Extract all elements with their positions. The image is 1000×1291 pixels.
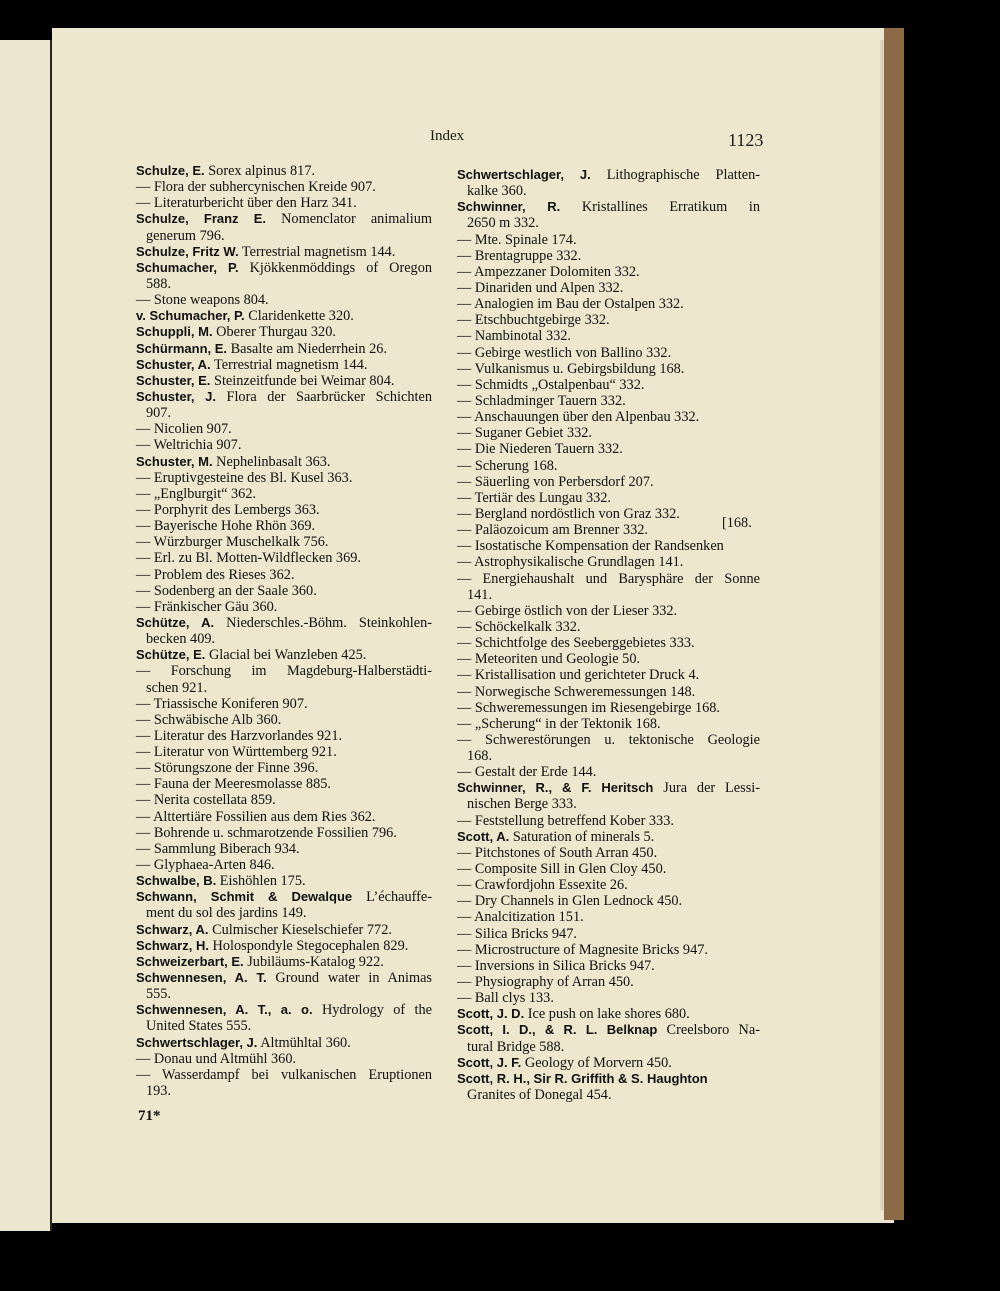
entry-title: — Schöckelkalk 332.	[457, 618, 581, 635]
entry-title: — Feststellung betreffend Kober 333.	[457, 812, 674, 829]
index-entry-line	[136, 712, 432, 728]
index-entry-line	[457, 813, 760, 829]
index-entry-line	[136, 341, 432, 357]
entry-title: — Analcitization 151.	[457, 909, 584, 926]
entry-title: Altmühltal 360.	[260, 1034, 351, 1051]
index-entry-line	[457, 312, 760, 328]
entry-title: — Literatur von Württemberg 921.	[136, 744, 337, 761]
entry-title: 168.	[467, 748, 493, 765]
entry-title: Glacial bei Wanzleben 425.	[208, 647, 367, 664]
entry-title: — Problem des Rieses 362.	[136, 566, 295, 583]
index-entry-line	[136, 889, 432, 905]
index-entry-line	[457, 1071, 760, 1087]
index-entry-line	[136, 1083, 432, 1099]
index-entry-line	[136, 663, 432, 679]
author-name: Schwennesen, A. T.	[136, 970, 267, 986]
author-name: Schwarz, H.	[136, 937, 209, 953]
index-entry-line	[136, 583, 432, 599]
author-name: Schwertschlager, J.	[136, 1034, 258, 1050]
index-entry-line	[457, 861, 760, 877]
entry-title: Basalte am Niederrhein 26.	[230, 340, 388, 357]
entry-title: — Gebirge westlich von Ballino 332.	[457, 344, 672, 361]
entry-title: — Würzburger Muschelkalk 756.	[136, 534, 329, 551]
entry-title: Flora der Saarbrücker Schichten	[226, 388, 432, 405]
entry-title: — Crawfordjohn Essexite 26.	[457, 877, 628, 894]
index-entry-line	[136, 776, 432, 792]
index-entry-line	[136, 599, 432, 615]
index-entry-line	[136, 792, 432, 808]
index-entry-line	[457, 748, 760, 764]
entry-title: — Fränkischer Gäu 360.	[136, 598, 278, 615]
running-header: Index	[430, 128, 465, 144]
entry-title: 193.	[146, 1083, 172, 1100]
index-entry-line	[136, 1051, 432, 1067]
index-entry-line	[136, 244, 432, 260]
index-entry-line	[136, 470, 432, 486]
index-entry-line	[457, 441, 760, 457]
index-entry-line	[136, 389, 432, 405]
index-entry-line	[136, 760, 432, 776]
entry-title: Niederschles.-Böhm. Steinkohlen-	[226, 614, 432, 631]
index-entry-line	[136, 1002, 432, 1018]
entry-title: 2650 m 332.	[467, 215, 539, 232]
entry-title: Ground water in Animas	[275, 970, 432, 987]
index-entry-line	[136, 260, 432, 276]
index-entry-line	[136, 1018, 432, 1034]
entry-title: — Meteoriten und Geologie 50.	[457, 651, 641, 668]
entry-title: tural Bridge 588.	[467, 1038, 565, 1055]
index-entry-line	[457, 1006, 760, 1022]
index-entry-line	[136, 534, 432, 550]
entry-title: — Alttertiäre Fossilien aus dem Ries 362.	[136, 808, 376, 825]
author-name: Schwalbe, B.	[136, 873, 217, 889]
entry-title: — Gebirge östlich von der Lieser 332.	[457, 602, 678, 619]
index-entry-line	[136, 954, 432, 970]
entry-title: — Literaturbericht über den Harz 341.	[136, 195, 357, 212]
entry-title: — Weltrichia 907.	[136, 437, 242, 454]
author-name: Scott, J. D.	[457, 1006, 525, 1022]
entry-title: — Dinariden und Alpen 332.	[457, 279, 624, 296]
author-name: Scott, I. D., & R. L. Belknap	[457, 1022, 658, 1038]
index-entry-line	[457, 199, 760, 215]
author-name: Schulze, E.	[136, 163, 205, 178]
entry-title: — Isostatische Kompensation der Randsenken	[457, 538, 724, 555]
index-entry-line	[457, 490, 760, 506]
index-entry-line	[136, 647, 432, 663]
index-entry-line	[136, 1035, 432, 1051]
entry-title: — Nambinotal 332.	[457, 328, 571, 345]
entry-title: Saturation of minerals 5.	[512, 828, 655, 845]
author-name: Scott, R. H., Sir R. Griffith & S. Haughton	[457, 1070, 708, 1086]
index-entry-line	[136, 728, 432, 744]
entry-title: — Suganer Gebiet 332.	[457, 425, 592, 442]
index-entry-line	[457, 587, 760, 603]
author-name: Schulze, Franz E.	[136, 211, 266, 227]
index-entry-line	[457, 280, 760, 296]
index-entry-line	[136, 179, 432, 195]
entry-title: Jubiläums-Katalog 922.	[247, 953, 384, 970]
index-entry-line	[136, 680, 432, 696]
entry-title: — Donau und Altmühl 360.	[136, 1050, 297, 1067]
entry-title: Kjökkenmöddings of Oregon	[249, 259, 432, 276]
index-entry-line	[136, 615, 432, 631]
index-entry-line	[136, 567, 432, 583]
entry-title: Creelsboro Na-	[666, 1022, 760, 1039]
index-entry-line	[136, 163, 432, 179]
index-entry-line	[457, 716, 760, 732]
author-name: Schwertschlager, J.	[457, 167, 591, 182]
index-entry-line	[457, 619, 760, 635]
entry-title: — Kristallisation und gerichteter Druck 4.	[457, 667, 700, 684]
author-name: Schwennesen, A. T., a. o.	[136, 1002, 313, 1018]
entry-title: — Porphyrit des Lembergs 363.	[136, 501, 320, 518]
index-entry-line	[136, 841, 432, 857]
author-name: Schuster, M.	[136, 453, 213, 469]
index-entry-line	[457, 1087, 760, 1103]
index-entry-line	[457, 571, 760, 587]
entry-title: — Energiehaushalt und Barysphäre der Sonne	[457, 570, 760, 587]
index-entry-line	[457, 554, 760, 570]
entry-title: 141.	[467, 586, 493, 603]
author-name: Schütze, A.	[136, 614, 215, 630]
signature-mark: 71*	[138, 1108, 161, 1124]
index-entry-line	[136, 292, 432, 308]
index-entry-line	[136, 357, 432, 373]
index-entry-line	[457, 684, 760, 700]
index-entry-line	[457, 651, 760, 667]
entry-title: kalke 360.	[467, 183, 527, 200]
entry-title: Granites of Donegal 454.	[467, 1087, 612, 1104]
entry-title: Jura der Lessi-	[663, 780, 760, 797]
index-entry-line	[457, 506, 760, 522]
entry-title: Kristallines Erratikum in	[581, 199, 760, 216]
author-name: Schulze, Fritz W.	[136, 243, 239, 259]
entry-title: schen 921.	[146, 679, 208, 696]
author-name: Schuster, J.	[136, 388, 216, 404]
entry-title: Claridenkette 320.	[248, 308, 354, 325]
entry-title: 555.	[146, 986, 172, 1003]
entry-title: Steinzeitfunde bei Weimar 804.	[214, 372, 395, 389]
index-entry-line	[457, 1055, 760, 1071]
facing-page-edge	[0, 40, 52, 1231]
author-name: Schwann, Schmit & Dewalque	[136, 889, 353, 905]
index-entry-line	[136, 308, 432, 324]
index-column-left	[136, 163, 432, 1099]
index-entry-line	[136, 486, 432, 502]
entry-title: — Eruptivgesteine des Bl. Kusel 363.	[136, 469, 353, 486]
index-entry-line	[457, 667, 760, 683]
entry-title: — Schichtfolge des Seeberggebietes 333.	[457, 635, 695, 652]
entry-title: — Composite Sill in Glen Cloy 450.	[457, 861, 667, 878]
entry-title: 907.	[146, 405, 172, 422]
entry-title: — Wasserdampf bei vulkanischen Eruptionen	[136, 1066, 432, 1083]
entry-title: Terrestrial magnetism 144.	[241, 243, 396, 260]
entry-title: 588.	[146, 275, 172, 292]
margin-note: [168.	[722, 515, 752, 531]
entry-title: Lithographische Platten-	[606, 167, 760, 183]
entry-title: — Sammlung Biberach 934.	[136, 840, 300, 857]
index-entry-line	[136, 405, 432, 421]
entry-title: — Vulkanismus u. Gebirgsbildung 168.	[457, 360, 685, 377]
entry-title: — Schmidts „Ostalpenbau“ 332.	[457, 376, 645, 393]
entry-title: Eishöhlen 175.	[219, 873, 306, 890]
entry-title: — Paläozoicum am Brenner 332.	[457, 522, 648, 539]
index-entry-line	[457, 796, 760, 812]
author-name: Scott, A.	[457, 828, 510, 844]
index-entry-line	[457, 393, 760, 409]
index-entry-line	[457, 780, 760, 796]
entry-title: — Mte. Spinale 174.	[457, 231, 577, 248]
entry-title: — Nicolien 907.	[136, 421, 232, 438]
index-entry-line	[457, 167, 760, 183]
entry-title: — Ampezzaner Dolomiten 332.	[457, 263, 640, 280]
entry-title: — Schladminger Tauern 332.	[457, 392, 626, 409]
book-cover-edge	[884, 28, 904, 1220]
entry-title: — Stone weapons 804.	[136, 292, 269, 309]
entry-title: — Physiography of Arran 450.	[457, 974, 634, 991]
entry-title: — Forschung im Magdeburg-Halberstädti-	[136, 663, 432, 680]
index-entry-line	[457, 345, 760, 361]
entry-title: — Flora der subhercynischen Kreide 907.	[136, 179, 376, 196]
entry-title: — Pitchstones of South Arran 450.	[457, 844, 658, 861]
page-number: 1123	[728, 130, 764, 150]
entry-title: — „Scherung“ in der Tektonik 168.	[457, 715, 661, 732]
entry-title: nischen Berge 333.	[467, 796, 577, 813]
author-name: Schürmann, E.	[136, 340, 228, 356]
index-entry-line	[457, 829, 760, 845]
entry-title: — Ball clys 133.	[457, 990, 554, 1007]
entry-title: Nephelinbasalt 363.	[216, 453, 331, 470]
index-entry-line	[457, 458, 760, 474]
entry-title: — Störungszone der Finne 396.	[136, 760, 319, 777]
index-entry-line	[457, 603, 760, 619]
index-entry-line	[136, 550, 432, 566]
entry-title: ment du sol des jardins 149.	[146, 905, 307, 922]
entry-title: — Astrophysikalische Grundlagen 141.	[457, 554, 684, 571]
index-entry-line	[457, 990, 760, 1006]
author-name: Schweizerbart, E.	[136, 953, 244, 969]
entry-title: Oberer Thurgau 320.	[216, 324, 336, 341]
index-entry-line	[136, 421, 432, 437]
entry-title: — Literatur des Harzvorlandes 921.	[136, 727, 343, 744]
author-name: Schuppli, M.	[136, 324, 213, 340]
index-entry-line	[136, 986, 432, 1002]
entry-title: United States 555.	[146, 1018, 252, 1035]
index-entry-line	[457, 248, 760, 264]
index-entry-line	[136, 744, 432, 760]
entry-title: — Etschbuchtgebirge 332.	[457, 312, 610, 329]
entry-title: Ice push on lake shores 680.	[527, 1006, 690, 1023]
index-entry-line	[457, 1022, 760, 1038]
author-name: v. Schumacher, P.	[136, 308, 245, 324]
author-name: Scott, J. F.	[457, 1054, 522, 1070]
index-entry-line	[136, 857, 432, 873]
index-entry-line	[457, 425, 760, 441]
index-entry-line	[136, 373, 432, 389]
author-name: Schwinner, R., & F. Heritsch	[457, 780, 654, 796]
index-entry-line	[457, 522, 760, 538]
entry-title: — Säuerling von Perbersdorf 207.	[457, 473, 654, 490]
entry-title: L’échauffe-	[366, 889, 432, 906]
entry-title: — Sodenberg an der Saale 360.	[136, 582, 317, 599]
index-entry-line	[136, 324, 432, 340]
index-entry-line	[457, 845, 760, 861]
index-column-right	[457, 167, 760, 1103]
author-name: Schuster, E.	[136, 372, 211, 388]
index-entry-line	[457, 215, 760, 231]
index-entry-line	[457, 942, 760, 958]
index-entry-line	[136, 502, 432, 518]
entry-title: — Brentagruppe 332.	[457, 247, 582, 264]
author-name: Schumacher, P.	[136, 259, 239, 275]
index-entry-line	[136, 276, 432, 292]
index-entry-line	[136, 518, 432, 534]
entry-title: Hydrology of the	[321, 1002, 432, 1019]
index-entry-line	[457, 409, 760, 425]
index-entry-line	[136, 1067, 432, 1083]
entry-title: — Nerita costellata 859.	[136, 792, 276, 809]
author-name: Schuster, A.	[136, 356, 211, 372]
entry-title: Nomenclator animalium	[281, 211, 432, 228]
index-entry-line	[457, 328, 760, 344]
entry-title: — Inversions in Silica Bricks 947.	[457, 957, 655, 974]
entry-title: — Triassische Koniferen 907.	[136, 695, 308, 712]
index-entry-line	[457, 538, 760, 554]
entry-title: Culmischer Kieselschiefer 772.	[212, 921, 392, 938]
index-entry-line	[457, 974, 760, 990]
entry-title: — Tertiär des Lungau 332.	[457, 489, 611, 506]
entry-title: Holospondyle Stegocephalen 829.	[212, 937, 409, 954]
index-entry-line	[457, 264, 760, 280]
index-entry-line	[457, 764, 760, 780]
index-entry-line	[136, 631, 432, 647]
entry-title: — Norwegische Schweremessungen 148.	[457, 683, 696, 700]
index-entry-line	[136, 825, 432, 841]
entry-title: — Schweremessungen im Riesengebirge 168.	[457, 699, 720, 716]
entry-title: — Fauna der Meeresmolasse 885.	[136, 776, 331, 793]
entry-title: — Analogien im Bau der Ostalpen 332.	[457, 296, 684, 313]
entry-title: — Die Niederen Tauern 332.	[457, 441, 623, 458]
entry-title: — Gestalt der Erde 144.	[457, 764, 597, 781]
index-entry-line	[457, 893, 760, 909]
index-entry-line	[457, 909, 760, 925]
index-entry-line	[457, 700, 760, 716]
entry-title: Geology of Morvern 450.	[524, 1054, 672, 1071]
index-entry-line	[136, 211, 432, 227]
index-entry-line	[136, 454, 432, 470]
index-entry-line	[136, 938, 432, 954]
entry-title: becken 409.	[146, 631, 216, 648]
index-entry-line	[136, 922, 432, 938]
entry-title: — Microstructure of Magnesite Bricks 947.	[457, 941, 708, 958]
entry-title: — Schwerestörungen u. tektonische Geologie	[457, 731, 760, 748]
entry-title: — Schwäbische Alb 360.	[136, 711, 282, 728]
entry-title: — Bergland nordöstlich von Graz 332.	[457, 505, 680, 522]
index-entry-line	[457, 877, 760, 893]
index-entry-line	[136, 970, 432, 986]
entry-title: — „Englburgit“ 362.	[136, 485, 257, 502]
index-entry-line	[136, 437, 432, 453]
index-entry-line	[136, 696, 432, 712]
index-entry-line	[457, 361, 760, 377]
entry-title: — Bohrende u. schmarotzende Fossilien 796.	[136, 824, 397, 841]
index-entry-line	[136, 228, 432, 244]
index-entry-line	[457, 474, 760, 490]
entry-title: — Dry Channels in Glen Lednock 450.	[457, 893, 683, 910]
entry-title: — Bayerische Hohe Rhön 369.	[136, 518, 316, 535]
index-entry-line	[136, 195, 432, 211]
entry-title: — Silica Bricks 947.	[457, 925, 577, 942]
index-entry-line	[136, 809, 432, 825]
entry-title: Sorex alpinus 817.	[208, 163, 316, 179]
index-entry-line	[457, 635, 760, 651]
index-entry-line	[457, 377, 760, 393]
entry-title: — Anschauungen über den Alpenbau 332.	[457, 409, 700, 426]
entry-title: Terrestrial magnetism 144.	[213, 356, 368, 373]
index-entry-line	[136, 873, 432, 889]
index-entry-line	[457, 1039, 760, 1055]
index-entry-line	[457, 732, 760, 748]
index-entry-line	[457, 296, 760, 312]
author-name: Schwarz, A.	[136, 921, 209, 937]
entry-title: — Scherung 168.	[457, 457, 558, 474]
index-entry-line	[457, 232, 760, 248]
author-name: Schwinner, R.	[457, 199, 561, 215]
entry-title: — Glyphaea-Arten 846.	[136, 857, 275, 874]
author-name: Schütze, E.	[136, 647, 206, 663]
index-entry-line	[457, 926, 760, 942]
entry-title: generum 796.	[146, 227, 225, 244]
entry-title: — Erl. zu Bl. Motten-Wildflecken 369.	[136, 550, 361, 567]
index-entry-line	[136, 905, 432, 921]
index-entry-line	[457, 183, 760, 199]
index-entry-line	[457, 958, 760, 974]
